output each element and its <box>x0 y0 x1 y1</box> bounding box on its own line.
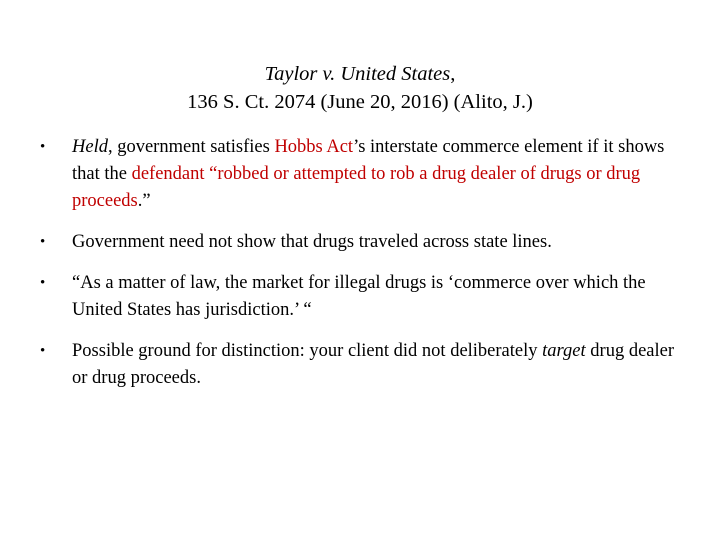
held-label: Held <box>72 137 108 157</box>
holding-text-3: .” <box>137 191 151 211</box>
target-emphasis: target <box>542 341 586 361</box>
case-name-line <box>0 60 720 88</box>
case-name: Taylor v. United States <box>264 63 451 85</box>
bullet-state-lines <box>40 229 690 256</box>
bullet-market-quote <box>40 270 690 324</box>
bullet-list <box>40 134 690 392</box>
bullet-marker: • <box>40 234 46 250</box>
case-name-suffix: , <box>450 63 456 85</box>
bullet-text: Government need not show that drugs traveled across state lines. <box>72 232 552 252</box>
bullet-marker: • <box>40 139 46 155</box>
bullet-holding <box>40 134 690 215</box>
holding-quote: defendant “robbed or attempted to rob a drug dealer of drugs or drug proceeds <box>72 164 641 211</box>
hobbs-act-term: Hobbs Act <box>274 137 354 157</box>
distinction-text-1: Possible ground for distinction: your client did not deliberately <box>72 341 543 361</box>
bullet-distinction <box>40 338 690 392</box>
bullet-text: “As a matter of law, the market for illegal drugs is ‘commerce over which the United States has jurisdiction.’ “ <box>72 273 646 320</box>
bullet-marker: • <box>40 275 46 291</box>
citation: 136 S. Ct. 2074 (June 20, 2016) (Alito, J.) <box>187 91 533 113</box>
holding-text-2: ’s interstate commerce element if it shows that the <box>72 137 665 184</box>
bullet-marker: • <box>40 343 46 359</box>
distinction-text-2: drug dealer or drug proceeds. <box>72 341 675 388</box>
slide-title <box>0 60 720 116</box>
holding-text-1: , government satisfies <box>107 137 275 157</box>
